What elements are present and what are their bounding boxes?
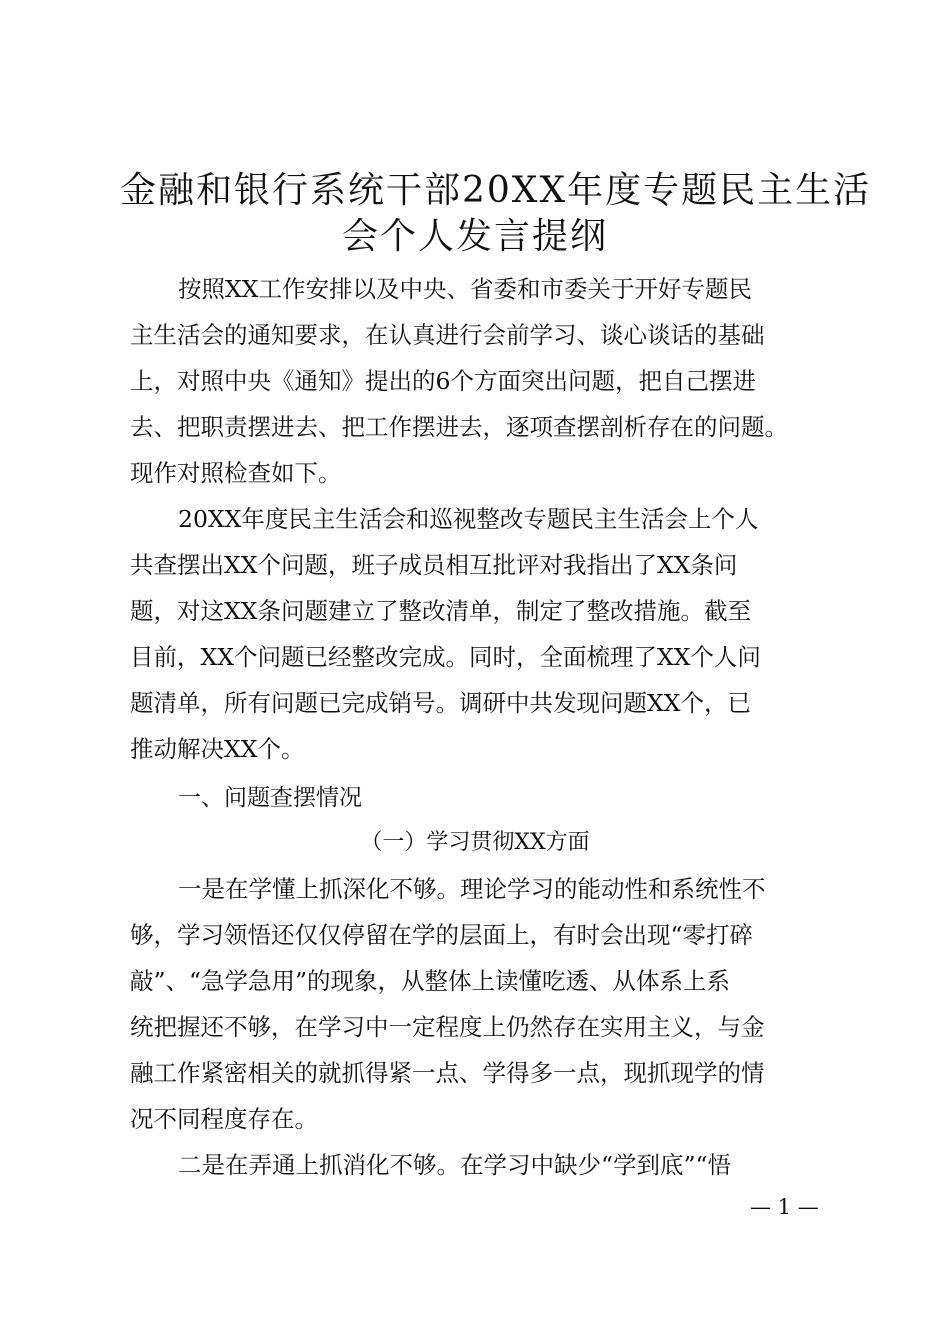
summary-line: 目前，XX个问题已经整改完成。同时，全面梳理了XX个人问 xyxy=(130,643,761,671)
document-title-line-1: 金融和银行系统干部20XX年度专题民主生活 xyxy=(120,170,872,211)
summary-line: 共查摆出XX个问题，班子成员相互批评对我指出了XX条问 xyxy=(130,551,738,579)
intro-line: 主生活会的通知要求，在认真进行会前学习、谈心谈话的基础 xyxy=(130,321,765,349)
section-heading: 一、问题查摆情况 xyxy=(178,785,362,811)
paragraph-line: 统把握还不够，在学习中一定程度上仍然存在实用主义，与金 xyxy=(130,1013,765,1041)
paragraph-line: 一是在学懂上抓深化不够。理论学习的能动性和系统性不 xyxy=(178,875,766,903)
intro-line: 上，对照中央《通知》提出的6个方面突出问题，把自己摆进 xyxy=(130,367,756,395)
intro-line: 现作对照检查如下。 xyxy=(130,459,342,487)
paragraph-line: 融工作紧密相关的就抓得紧一点、学得多一点，现抓现学的情 xyxy=(130,1059,765,1087)
paragraph-line: 况不同程度存在。 xyxy=(130,1105,318,1133)
summary-line: 20XX年度民主生活会和巡视整改专题民主生活会上个人 xyxy=(178,505,759,533)
summary-line: 题，对这XX条问题建立了整改清单，制定了整改措施。截至 xyxy=(130,597,751,625)
paragraph-line: 够，学习领悟还仅仅停留在学的层面上，有时会出现“零打碎 xyxy=(130,921,754,949)
summary-line: 推动解决XX个。 xyxy=(130,735,305,763)
paragraph-line: 二是在弄通上抓消化不够。在学习中缺少“学到底”“悟 xyxy=(178,1151,732,1179)
paragraph-line: 敲”、“急学急用”的现象，从整体上读懂吃透、从体系上系 xyxy=(130,967,731,995)
document-title-line-2: 会个人发言提纲 xyxy=(341,216,608,257)
intro-line: 去、把职责摆进去、把工作摆进去，逐项查摆剖析存在的问题。 xyxy=(130,413,788,441)
intro-line: 按照XX工作安排以及中央、省委和市委关于开好专题民 xyxy=(178,275,752,303)
page-number: — 1 — xyxy=(750,1195,819,1219)
summary-line: 题清单，所有问题已完成销号。调研中共发现问题XX个，已 xyxy=(130,689,751,717)
subsection-heading: （一）学习贯彻XX方面 xyxy=(360,830,590,855)
